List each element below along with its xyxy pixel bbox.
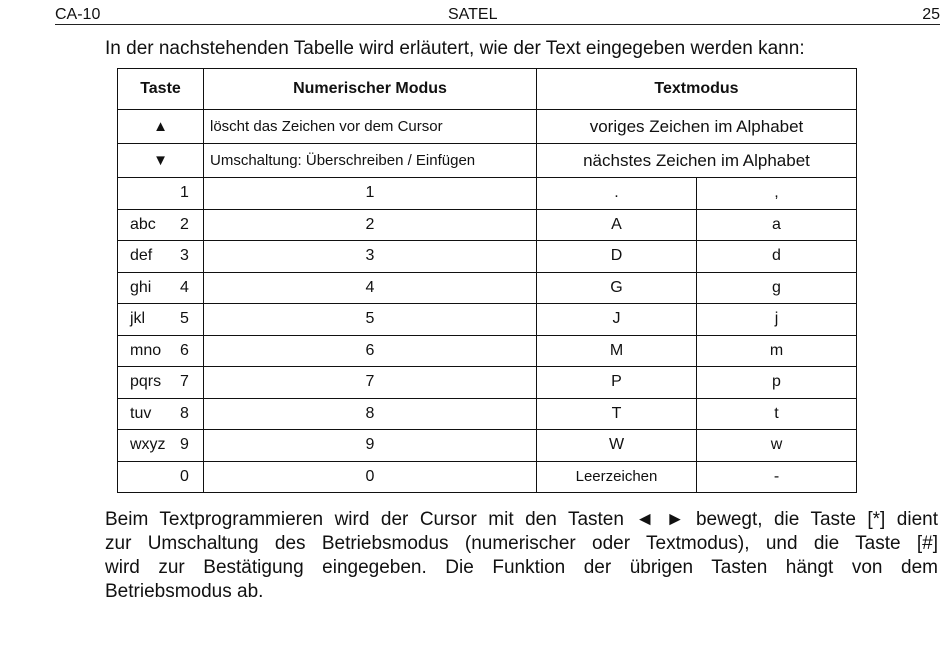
header-text-mode: Textmodus: [537, 69, 857, 110]
header-brand: SATEL: [448, 6, 498, 23]
header-numeric-mode: Numerischer Modus: [204, 69, 537, 110]
uppercase-cell: G: [537, 272, 697, 304]
down-arrow-icon: ▼: [118, 144, 204, 178]
key-letters: ghi: [130, 278, 152, 296]
lowercase-cell: m: [697, 335, 857, 367]
table-row: [118, 304, 857, 336]
table-row: [118, 144, 857, 178]
table-row: [118, 430, 857, 462]
table-row: [118, 398, 857, 430]
key-letters: pqrs: [130, 373, 162, 391]
key-cell: [118, 461, 204, 493]
lowercase-cell: a: [697, 209, 857, 241]
uppercase-cell: M: [537, 335, 697, 367]
key-letters: def: [130, 247, 153, 265]
text-mode-cell: voriges Zeichen im Alphabet: [537, 110, 857, 144]
numeric-cell: 2: [204, 209, 537, 241]
lowercase-cell: w: [697, 430, 857, 462]
outro-line: Beim Textprogrammieren wird der Cursor mit den Tasten ◄ ► bewegt, die Taste [*] dient: [105, 509, 938, 530]
key-number: 7: [180, 373, 189, 391]
lowercase-cell: -: [697, 461, 857, 493]
key-letters: mno: [130, 341, 162, 359]
key-number: 6: [180, 341, 189, 359]
table-row: [118, 241, 857, 273]
up-arrow-icon: ▲: [118, 110, 204, 144]
key-cell: [118, 241, 204, 273]
key-letters: wxyz: [130, 436, 166, 454]
key-cell: [118, 367, 204, 399]
table-row: [118, 461, 857, 493]
lowercase-cell: p: [697, 367, 857, 399]
key-number: 9: [180, 436, 189, 454]
uppercase-cell: T: [537, 398, 697, 430]
uppercase-cell: D: [537, 241, 697, 273]
key-cell: [118, 178, 204, 210]
key-cell: [118, 398, 204, 430]
key-number: 5: [180, 310, 189, 328]
outro-line: Betriebsmodus ab.: [105, 581, 264, 602]
uppercase-cell: J: [537, 304, 697, 336]
lowercase-cell: g: [697, 272, 857, 304]
uppercase-cell: .: [537, 178, 697, 210]
lowercase-cell: t: [697, 398, 857, 430]
header-model: CA-10: [55, 6, 101, 23]
uppercase-cell: A: [537, 209, 697, 241]
key-cell: [118, 335, 204, 367]
outro-line: wird zur Bestätigung eingegeben. Die Funktion der übrigen Tasten hängt von dem: [105, 557, 938, 578]
outro-paragraph: [105, 508, 938, 604]
numeric-cell: 0: [204, 461, 537, 493]
key-cell: [118, 304, 204, 336]
table-row: [118, 110, 857, 144]
key-table: [117, 68, 857, 493]
intro-text: In der nachstehenden Tabelle wird erläutert, wie der Text eingegeben werden kann:: [105, 38, 805, 59]
numeric-cell: 3: [204, 241, 537, 273]
numeric-cell: 4: [204, 272, 537, 304]
header-divider: [55, 24, 940, 25]
table-row: [118, 178, 857, 210]
text-mode-cell: nächstes Zeichen im Alphabet: [537, 144, 857, 178]
header-taste: Taste: [118, 69, 204, 110]
outro-line: zur Umschaltung des Betriebsmodus (numerischer oder Textmodus), und die Taste [#]: [105, 533, 938, 554]
table-header-row: [118, 69, 857, 110]
numeric-cell: löscht das Zeichen vor dem Cursor: [204, 110, 537, 144]
numeric-cell: 6: [204, 335, 537, 367]
numeric-cell: 5: [204, 304, 537, 336]
table-row: [118, 367, 857, 399]
table-row: [118, 272, 857, 304]
key-letters: tuv: [130, 404, 152, 422]
lowercase-cell: d: [697, 241, 857, 273]
numeric-cell: Umschaltung: Überschreiben / Einfügen: [204, 144, 537, 178]
page-header: [55, 4, 940, 26]
table-row: [118, 335, 857, 367]
key-number: 2: [180, 215, 189, 233]
numeric-cell: 1: [204, 178, 537, 210]
key-cell: [118, 209, 204, 241]
key-number: 4: [180, 278, 189, 296]
key-letters: abc: [130, 215, 156, 233]
key-number: 1: [180, 184, 189, 202]
key-number: 0: [180, 467, 189, 485]
key-number: 3: [180, 247, 189, 265]
table-row: [118, 209, 857, 241]
numeric-cell: 8: [204, 398, 537, 430]
uppercase-cell: W: [537, 430, 697, 462]
key-letters: jkl: [130, 310, 146, 328]
page-number: 25: [922, 6, 940, 23]
numeric-cell: 9: [204, 430, 537, 462]
numeric-cell: 7: [204, 367, 537, 399]
key-cell: [118, 272, 204, 304]
key-number: 8: [180, 404, 189, 422]
uppercase-cell: P: [537, 367, 697, 399]
lowercase-cell: ,: [697, 178, 857, 210]
lowercase-cell: j: [697, 304, 857, 336]
key-cell: [118, 430, 204, 462]
uppercase-cell: Leerzeichen: [537, 461, 697, 493]
